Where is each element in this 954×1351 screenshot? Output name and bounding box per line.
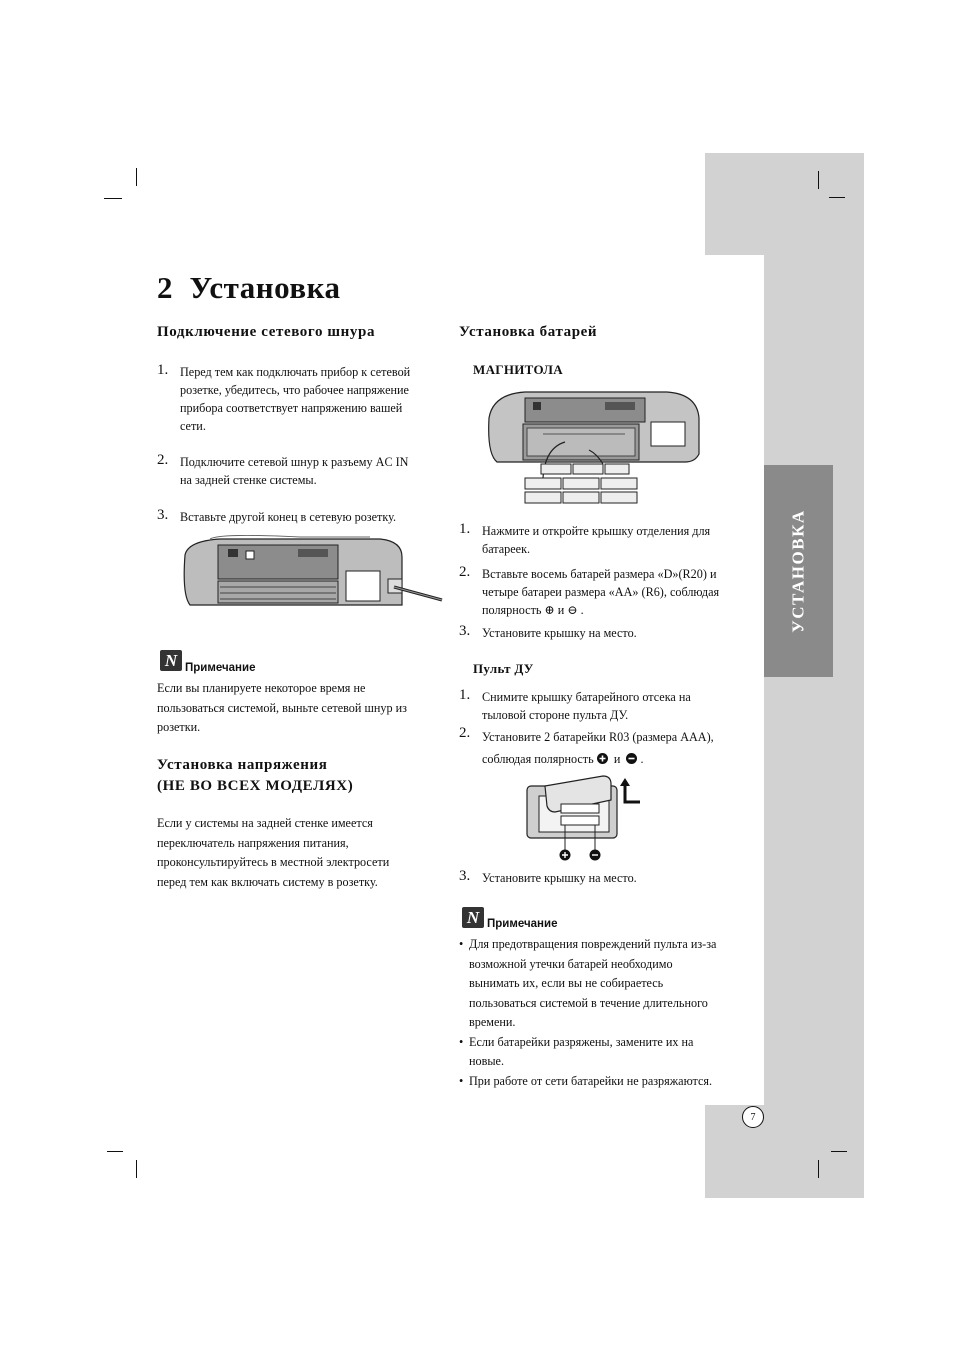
crop-mark <box>104 198 122 199</box>
note-label: Примечание <box>487 918 558 930</box>
plus-polarity-icon <box>597 753 608 764</box>
step-number: 2. <box>459 725 471 741</box>
section-title: Установка <box>189 270 341 305</box>
remote-heading: Пульт ДУ <box>473 661 534 676</box>
page-number: 7 <box>742 1106 764 1128</box>
step-number: 3. <box>459 868 471 884</box>
step-text: Установите крышку на место. <box>482 871 637 885</box>
step-number: 3. <box>157 507 169 523</box>
note-label: Примечание <box>185 662 256 674</box>
side-band-middle <box>764 255 864 1105</box>
note-icon: N <box>160 650 182 671</box>
section-number: 2 <box>157 270 173 305</box>
note-bullets <box>459 935 749 1091</box>
unit-heading: МАГНИТОЛА <box>473 362 563 377</box>
step-text: Установите крышку на место. <box>482 626 637 640</box>
step-text: Вставьте другой конец в сетевую розетку. <box>180 510 397 524</box>
note-bullet: • Для предотвращения повреждений пульта из-за возможной утечки батарей необходимо вынимать их, если вы не собираетесь пользоваться системой в течение длительного времени. <box>459 937 717 1029</box>
crop-mark <box>818 171 819 189</box>
power-cord-heading: Подключение сетевого шнура <box>157 324 376 340</box>
crop-mark <box>136 168 137 186</box>
step-text: Вставьте восемь батарей размера «D»(R20) и четыре батареи размера «AA» (R6), соблюдая полярность ⊕ и ⊖ . <box>482 567 720 617</box>
note-icon: N <box>462 907 484 928</box>
step-number: 1. <box>459 687 471 703</box>
step-number: 3. <box>459 623 471 639</box>
crop-mark <box>818 1160 819 1178</box>
section-tab-label: УСТАНОВКА <box>788 509 808 633</box>
step-number: 2. <box>157 452 169 468</box>
step-text: Подключите сетевой шнур к разъему AC IN на задней стенке системы. <box>180 455 409 487</box>
voltage-heading: Установка напряжения (НЕ ВО ВСЕХ МОДЕЛЯХ) <box>157 757 354 794</box>
step-text: Снимите крышку батарейного отсека на тыловой стороне пульта ДУ. <box>482 690 691 722</box>
note-text: Если вы планируете некоторое время не пользоваться системой, выньте сетевой шнур из розетки. <box>157 681 407 734</box>
crop-mark <box>107 1151 123 1152</box>
note-bullet: • При работе от сети батарейки не разряжаются. <box>459 1073 713 1088</box>
side-band-top <box>705 153 864 255</box>
step-number: 1. <box>157 362 169 378</box>
step-text: Перед тем как подключать прибор к сетевой розетке, убедитесь, что рабочее напряжение прибора соответствует напряжению вашей сети. <box>180 365 411 433</box>
crop-mark <box>831 1151 847 1152</box>
minus-polarity-icon <box>626 753 637 764</box>
crop-mark <box>136 1160 137 1178</box>
boombox-battery-illustration <box>485 388 710 506</box>
rear-panel-illustration <box>180 535 445 610</box>
page-title <box>157 270 341 306</box>
note-bullet: • Если батарейки разряжены, замените их на новые. <box>459 1034 694 1068</box>
remote-battery-illustration <box>525 772 645 864</box>
crop-mark <box>829 197 845 198</box>
step-text: Нажмите и откройте крышку отделения для батареек. <box>482 524 711 556</box>
batteries-heading: Установка батарей <box>459 324 598 340</box>
voltage-text: Если у системы на задней стенке имеется переключатель напряжения питания, проконсультируйтесь в местной электросети перед тем как включать систему в розетку. <box>157 816 390 889</box>
step-text: Установите 2 батарейки R03 (размера AAA), соблюдая полярность и . <box>482 730 714 766</box>
step-number: 2. <box>459 564 471 580</box>
step-number: 1. <box>459 521 471 537</box>
